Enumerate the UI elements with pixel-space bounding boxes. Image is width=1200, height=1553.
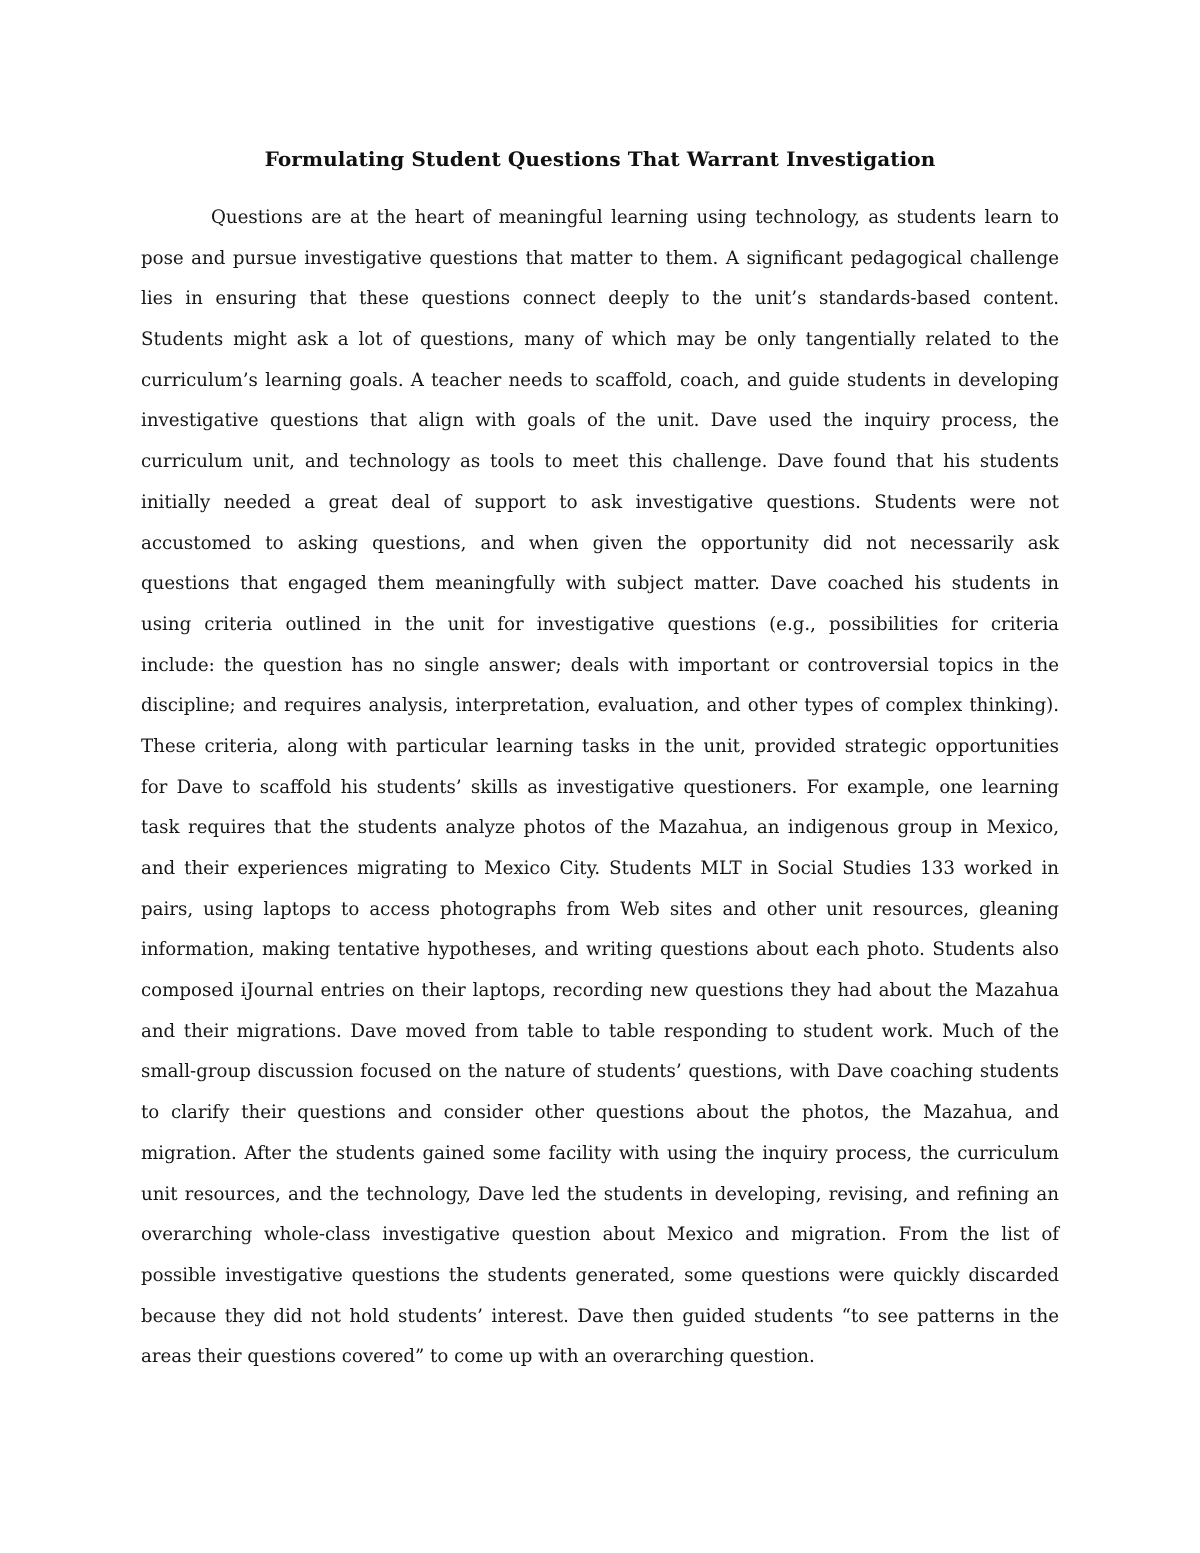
paragraph-line: and their migrations. Dave moved from table to table responding to student work. Much of the [141,1020,1059,1042]
paragraph-line: These criteria, along with particular learning tasks in the unit, provided strategic opportunities [141,735,1059,757]
paragraph-line: curriculum unit, and technology as tools to meet this challenge. Dave found that his students [141,451,1059,473]
paragraph-line: migration. After the students gained some facility with using the inquiry process, the curriculum [141,1142,1059,1164]
paragraph-line: initially needed a great deal of support to ask investigative questions. Students were not [141,491,1059,513]
paragraph-line: pose and pursue investigative questions that matter to them. A significant pedagogical challenge [141,247,1059,269]
paragraph-line: investigative questions that align with goals of the unit. Dave used the inquiry process, the [141,410,1059,432]
paragraph-line: and their experiences migrating to Mexico City. Students MLT in Social Studies 133 worked in [141,858,1059,879]
paragraph-line: task requires that the students analyze photos of the Mazahua, an indigenous group in Mexico, [141,817,1059,839]
paragraph-line: because they did not hold students’ interest. Dave then guided students “to see patterns in the [141,1305,1059,1327]
paragraph-line: using criteria outlined in the unit for investigative questions (e.g., possibilities for criteria [141,613,1059,635]
document-title: Formulating Student Questions That Warrant Investigation [264,147,936,171]
paragraph-line: possible investigative questions the students generated, some questions were quickly discarded [141,1264,1059,1286]
paragraph-line: information, making tentative hypotheses, and writing questions about each photo. Students also [141,939,1059,961]
paragraph-line: small-group discussion focused on the nature of students’ questions, with Dave coaching students [141,1061,1059,1083]
paragraph-line: discipline; and requires analysis, interpretation, evaluation, and other types of complex thinking). [141,695,1059,717]
paragraph-line: overarching whole-class investigative question about Mexico and migration. From the list of [141,1224,1059,1246]
body-paragraph [141,198,1059,1378]
paragraph-line: composed iJournal entries on their laptops, recording new questions they had about the Mazahua [141,980,1059,1002]
paragraph-line: areas their questions covered” to come up with an overarching question. [141,1346,815,1368]
paragraph-line: unit resources, and the technology, Dave led the students in developing, revising, and refining an [141,1183,1059,1205]
paragraph-line: Students might ask a lot of questions, many of which may be only tangentially related to the [141,329,1059,351]
paragraph-line: include: the question has no single answer; deals with important or controversial topics in the [141,654,1059,676]
paragraph-line: for Dave to scaffold his students’ skills as investigative questioners. For example, one learning [141,776,1059,798]
paragraph-line: pairs, using laptops to access photographs from Web sites and other unit resources, gleaning [141,898,1059,920]
paragraph-line: Questions are at the heart of meaningful learning using technology, as students learn to [211,207,1059,228]
paragraph-line: accustomed to asking questions, and when given the opportunity did not necessarily ask [141,532,1059,554]
paragraph-line: lies in ensuring that these questions connect deeply to the unit’s standards-based content. [141,288,1059,310]
paragraph-line: to clarify their questions and consider other questions about the photos, the Mazahua, and [141,1102,1059,1124]
paragraph-line: curriculum’s learning goals. A teacher needs to scaffold, coach, and guide students in developing [141,369,1059,391]
paragraph-line: questions that engaged them meaningfully with subject matter. Dave coached his students in [141,573,1059,595]
